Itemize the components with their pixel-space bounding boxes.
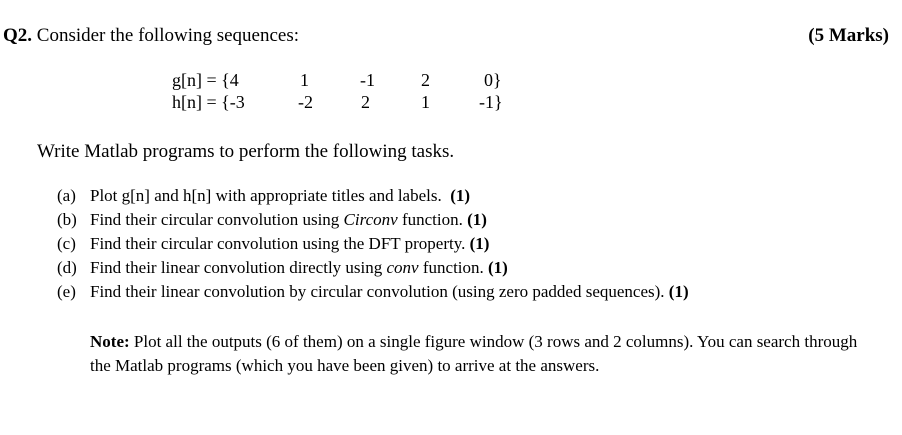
sequence-g-value: -1: [360, 70, 375, 90]
task-function-name: conv: [386, 258, 419, 277]
sequence-g-value: 1: [300, 70, 309, 90]
question-heading: [3, 25, 299, 47]
sequence-h-value: 1: [421, 92, 430, 112]
question-text: Consider the following sequences:: [36, 25, 300, 46]
task-marks: (1): [488, 258, 508, 277]
task-label: (c): [57, 234, 76, 253]
task-label: (e): [57, 282, 76, 301]
task-text: Find their circular convolution using the DFT property.: [90, 234, 466, 253]
task-text: Plot g[n] and h[n] with appropriate titles and labels.: [90, 186, 442, 205]
task-text: Find their circular convolution using: [90, 210, 340, 229]
task-function-name: Circonv: [343, 210, 398, 229]
task-text: Find their linear convolution directly using: [90, 258, 383, 277]
sequence-h-prefix: h[n] = {-3: [172, 92, 245, 112]
task-text: Find their linear convolution by circular convolution (using zero padded sequences).: [90, 282, 665, 301]
sequence-block: [0, 70, 902, 120]
task-text-suffix: function.: [422, 258, 484, 277]
task-marks: (1): [469, 234, 490, 253]
sequence-g-prefix: g[n] = {4: [172, 70, 239, 90]
sequence-h-value: -1}: [479, 92, 503, 112]
note-text: Plot all the outputs (6 of them) on a single figure window (3 rows and 2 columns). You can search through the Matlab programs (which you have been given) to arrive at the answers.: [90, 332, 858, 375]
note-paragraph: [90, 330, 880, 378]
task-label: (a): [57, 186, 76, 205]
instruction-text: Write Matlab programs to perform the following tasks.: [37, 141, 455, 162]
task-label: (b): [57, 210, 77, 229]
task-marks: (1): [467, 210, 487, 229]
task-marks: (1): [668, 282, 689, 301]
task-text-suffix: function.: [401, 210, 463, 229]
sequence-g-value: 0}: [484, 70, 502, 90]
sequence-h-value: -2: [298, 92, 313, 112]
question-marks: (5 Marks): [808, 25, 889, 46]
task-item: [57, 186, 470, 206]
task-marks: (1): [450, 186, 471, 205]
task-item: [57, 234, 489, 254]
task-label: (d): [57, 258, 77, 277]
task-item: [57, 282, 689, 302]
sequence-h-value: 2: [361, 92, 370, 112]
sequence-g-value: 2: [421, 70, 430, 90]
question-number: Q2.: [3, 25, 33, 46]
task-item: [57, 258, 508, 278]
task-item: [57, 210, 487, 230]
note-label: Note:: [90, 332, 130, 351]
